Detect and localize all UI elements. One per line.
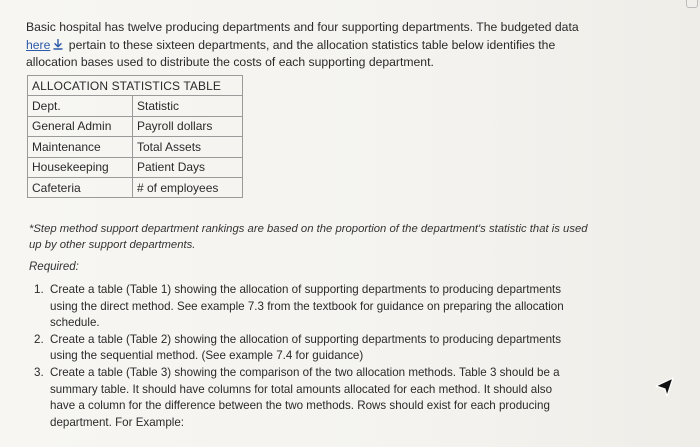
- list-item-text: Create a table (Table 1) showing the allocation of supporting departments to producing departments using the direct method. See example 7.3 from the textbook for guidance on preparing the allocation schedule.: [50, 283, 564, 330]
- table-row: [28, 137, 243, 157]
- cell-statistic: Patient Days: [133, 157, 243, 177]
- table-header-row: [28, 96, 243, 116]
- table-title-row: [28, 76, 243, 96]
- list-item: [34, 365, 574, 431]
- header-statistic: Statistic: [133, 96, 243, 116]
- list-item-number: 2.: [34, 332, 44, 346]
- cell-dept: Housekeeping: [28, 157, 133, 177]
- list-item: [34, 282, 574, 332]
- cell-dept: General Admin: [28, 116, 133, 136]
- allocation-statistics-table: [27, 75, 243, 198]
- intro-text-part2: pertain to these sixteen departments, and the allocation statistics table below identifies the allocation bases used to distribute the costs of each supporting department.: [26, 37, 556, 69]
- cell-dept: Cafeteria: [28, 177, 133, 197]
- cell-statistic: # of employees: [133, 177, 243, 197]
- step-method-note: *Step method support department rankings are based on the proportion of the department's statistic that is used up by other support departments.: [29, 223, 588, 251]
- cell-statistic: Payroll dollars: [133, 116, 243, 136]
- cell-statistic: Total Assets: [133, 137, 243, 157]
- table-row: [28, 157, 243, 177]
- list-item-text: Create a table (Table 3) showing the comparison of the two allocation methods. Table 3 should be a summary table. It should have columns for total amounts allocated for each method. It should also have a column for the difference between the two methods. Rows should exist for each producing department. For Example:: [50, 365, 560, 429]
- download-icon[interactable]: [53, 39, 63, 50]
- intro-paragraph: [26, 19, 586, 72]
- required-label: Required:: [29, 261, 79, 273]
- intro-text-part1: Basic hospital has twelve producing departments and four supporting departments. The budgeted data: [26, 20, 579, 34]
- list-item-number: 1.: [34, 283, 44, 296]
- table-row: [28, 116, 243, 136]
- data-download-link[interactable]: here: [26, 37, 51, 52]
- requirements-list: [34, 282, 574, 431]
- list-item-text: Create a table (Table 2) showing the allocation of supporting departments to producing departments using the sequential method. (See example 7.4 for guidance): [50, 332, 562, 363]
- table-title: ALLOCATION STATISTICS TABLE: [28, 76, 243, 96]
- list-item-number: 3.: [34, 365, 44, 379]
- mouse-pointer-icon: [655, 376, 675, 398]
- corner-control-icon: [686, 0, 698, 8]
- list-item: [34, 332, 574, 365]
- table-row: [28, 177, 243, 197]
- cell-dept: Maintenance: [28, 137, 133, 157]
- header-dept: Dept.: [28, 96, 133, 116]
